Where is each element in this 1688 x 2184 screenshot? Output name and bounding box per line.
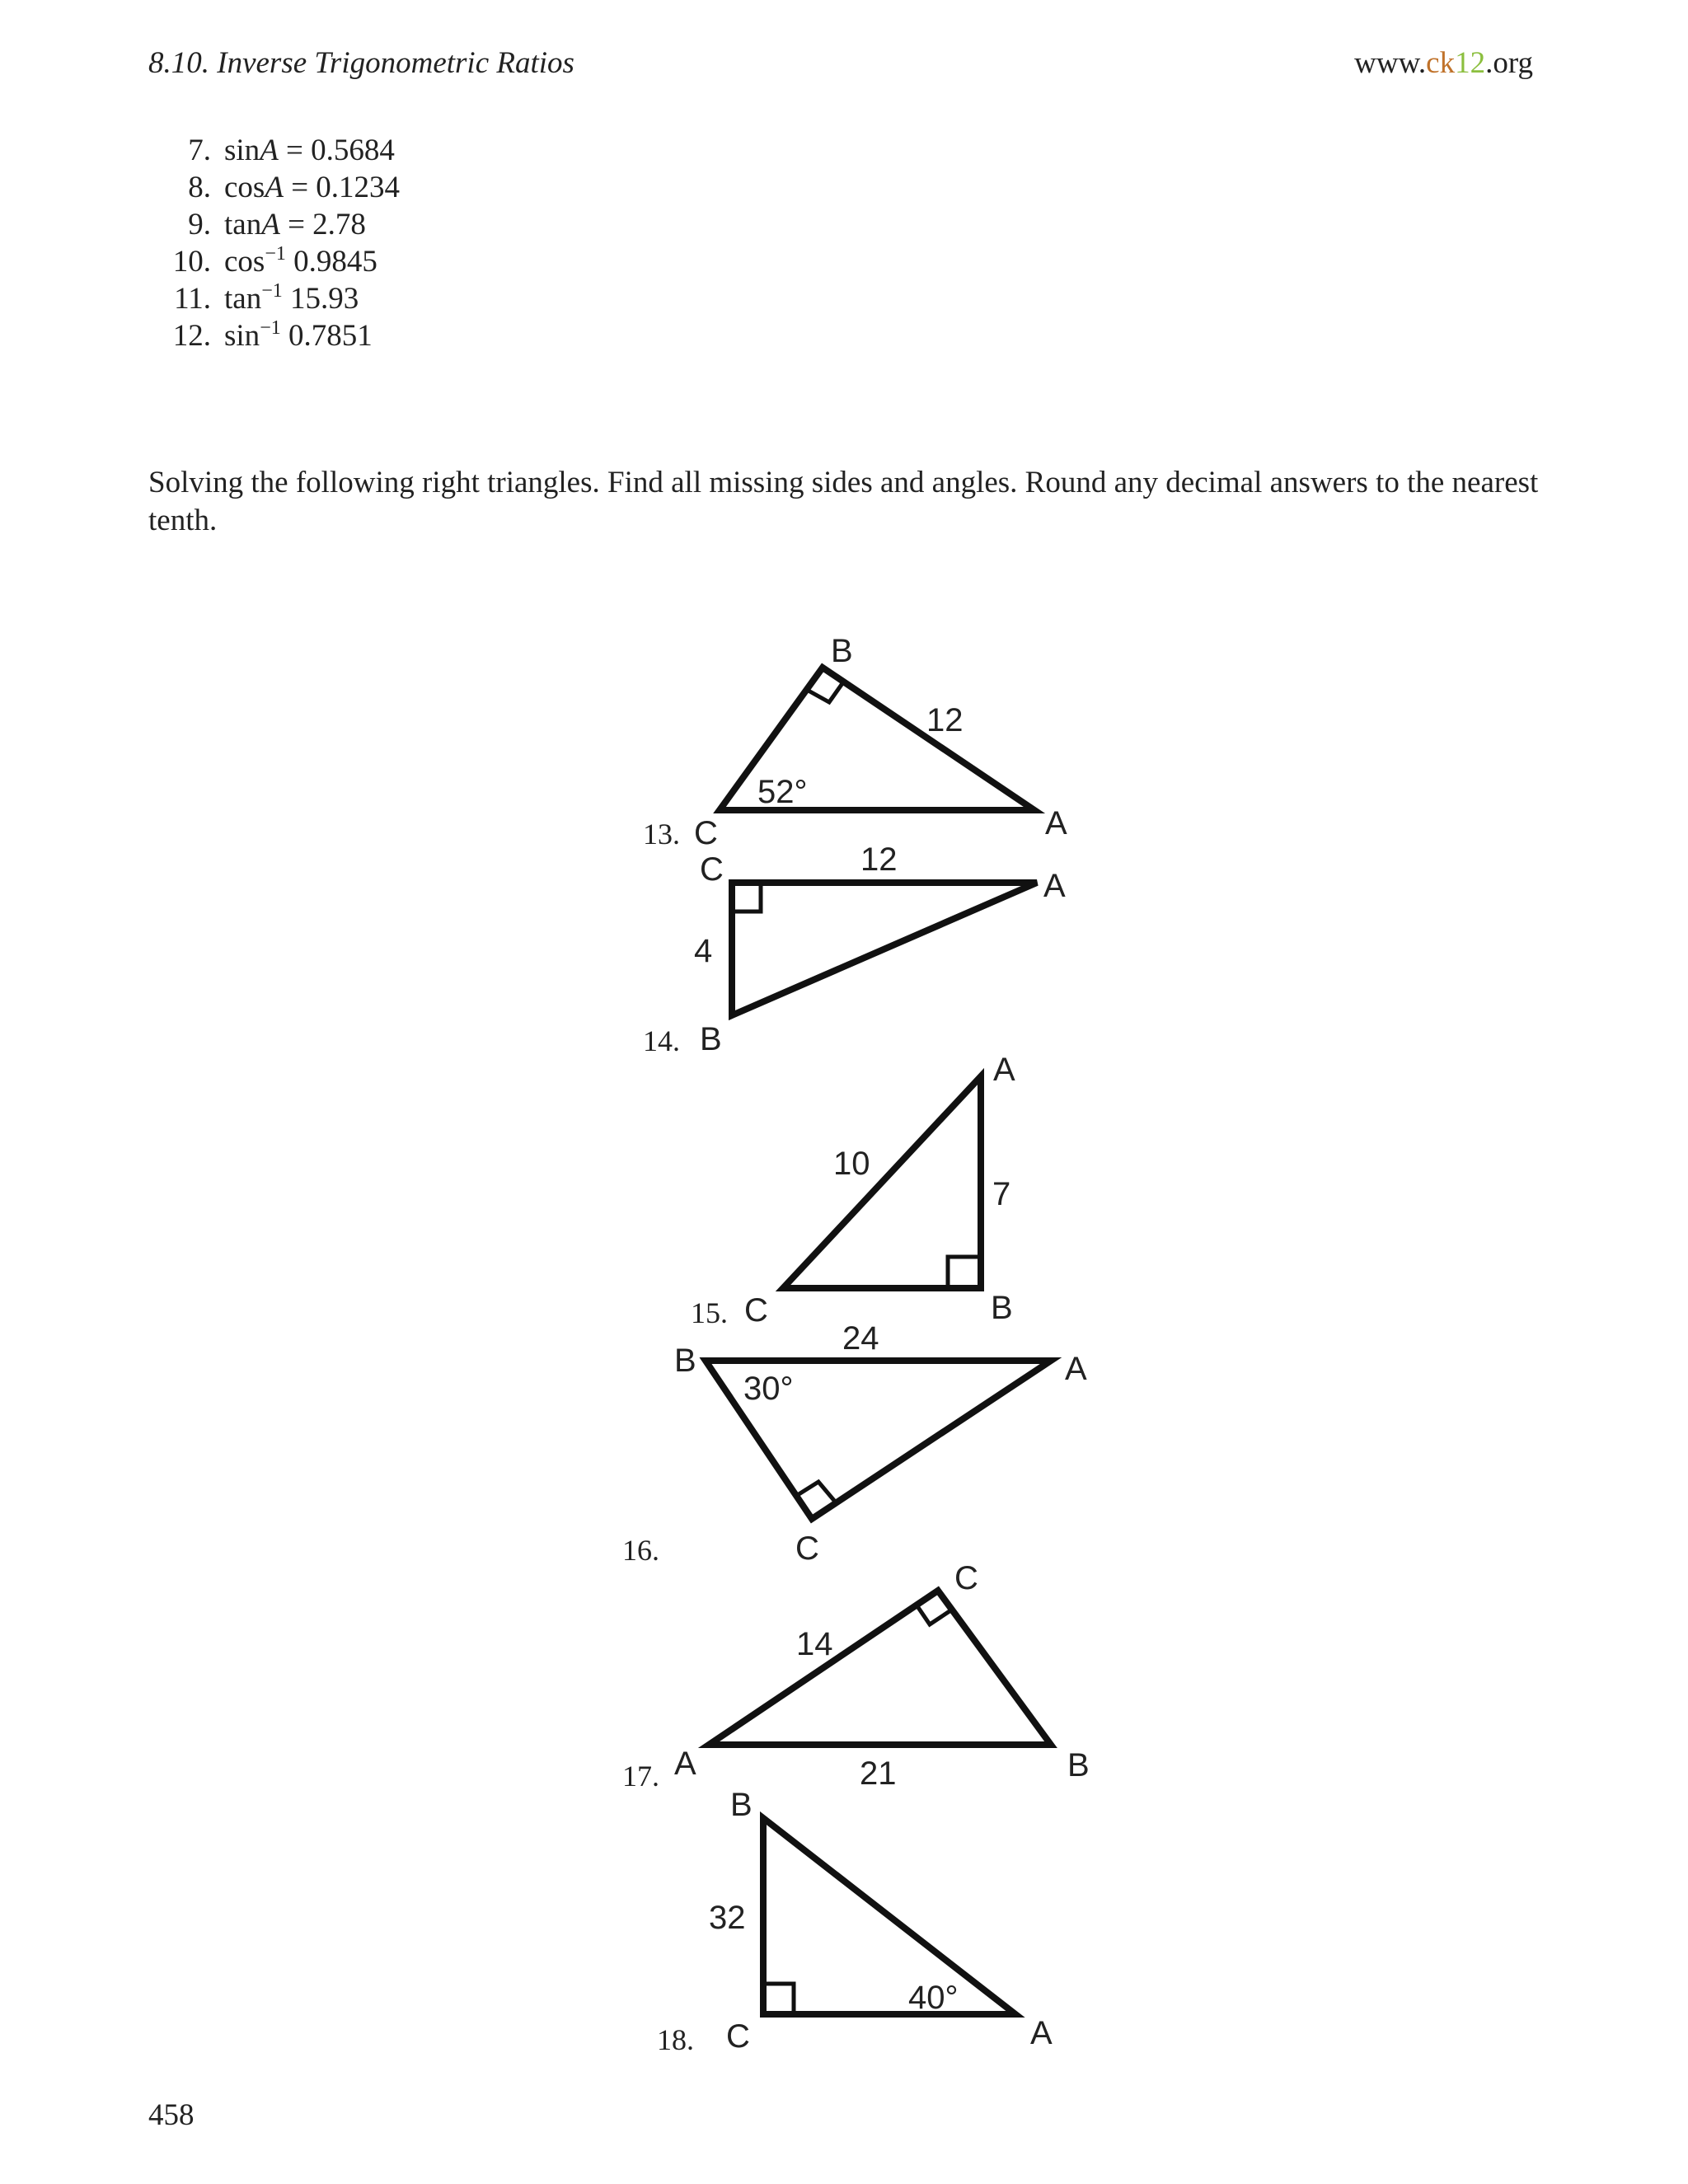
vertex-label: A xyxy=(1030,2015,1053,2051)
problem-number-17: 17. xyxy=(622,1760,659,1793)
exercise-number: 12. xyxy=(172,319,211,353)
exercise-number: 9. xyxy=(188,208,211,241)
exercise-variable: A xyxy=(260,134,279,167)
triangle-18 xyxy=(763,1818,1015,2014)
side-label: 10 xyxy=(833,1146,870,1182)
exercise-number: 10. xyxy=(172,245,211,279)
right-angle-marker xyxy=(948,1257,981,1288)
problem-number-14: 14. xyxy=(643,1024,680,1057)
vertex-label: B xyxy=(730,1787,753,1823)
right-angle-marker xyxy=(763,1984,794,2014)
exercise-function: tan xyxy=(224,208,262,241)
exercise-value: 0.7851 xyxy=(280,319,373,353)
triangle-17 xyxy=(709,1591,1051,1745)
problem-number-13: 13. xyxy=(643,818,680,851)
exercise-function: sin xyxy=(224,319,260,353)
side-label: 24 xyxy=(842,1320,879,1357)
side-label: 32 xyxy=(709,1900,746,1936)
vertex-label: B xyxy=(674,1343,696,1379)
exercise-exponent: −1 xyxy=(260,317,281,339)
side-label: 12 xyxy=(926,702,964,738)
vertex-label: C xyxy=(954,1560,978,1596)
vertex-label: B xyxy=(700,1021,722,1057)
vertex-label: B xyxy=(1067,1747,1090,1783)
instructions: Solving the following right triangles. Find all missing sides and angles. Round any decimal answers to the nearest tenth. xyxy=(148,466,1539,537)
site-url-suffix: .org xyxy=(1485,46,1533,80)
exercise-function: cos xyxy=(224,245,265,279)
exercise-number: 8. xyxy=(188,171,211,204)
exercise-function: tan xyxy=(224,282,262,316)
exercise-exponent: −1 xyxy=(265,243,286,265)
vertex-label: C xyxy=(700,851,724,888)
exercise-value: 0.9845 xyxy=(285,245,377,279)
exercise-function: sin xyxy=(224,134,260,167)
right-angle-marker xyxy=(732,883,761,912)
exercise-exponent: −1 xyxy=(261,280,283,302)
vertex-label: A xyxy=(1045,805,1067,841)
problem-number-16: 16. xyxy=(622,1534,659,1567)
site-url-prefix: www. xyxy=(1354,46,1427,80)
vertex-label: A xyxy=(1043,868,1066,904)
angle-label: 52° xyxy=(757,774,808,810)
exercise-value: 15.93 xyxy=(282,282,359,316)
vertex-label: C xyxy=(694,815,718,851)
vertex-label: A xyxy=(993,1052,1015,1088)
side-label: 7 xyxy=(992,1176,1011,1212)
exercise-number: 11. xyxy=(174,282,211,316)
problem-number-15: 15. xyxy=(691,1296,728,1329)
vertex-label: B xyxy=(991,1290,1013,1326)
vertex-label: C xyxy=(744,1292,768,1329)
angle-label: 40° xyxy=(908,1980,959,2016)
triangle-14 xyxy=(732,883,1037,1015)
site-url-12: 12 xyxy=(1455,46,1486,80)
vertex-label: C xyxy=(795,1530,819,1567)
exercise-variable: A xyxy=(265,171,284,204)
side-label: 4 xyxy=(694,933,713,969)
side-label: 12 xyxy=(860,841,898,878)
exercise-value: = 0.1234 xyxy=(283,171,401,204)
section-title: 8.10. Inverse Trigonometric Ratios xyxy=(148,46,574,80)
exercise-number: 7. xyxy=(188,134,211,167)
vertex-label: A xyxy=(674,1746,696,1782)
exercise-value: = 0.5684 xyxy=(278,134,395,167)
vertex-label: B xyxy=(831,633,853,669)
exercise-function: cos xyxy=(224,171,265,204)
vertex-label: C xyxy=(726,2018,750,2055)
exercise-value: = 2.78 xyxy=(279,208,366,241)
page-number: 458 xyxy=(148,2098,195,2132)
problem-number-18: 18. xyxy=(657,2023,694,2056)
side-label: 14 xyxy=(796,1626,833,1662)
vertex-label: A xyxy=(1065,1351,1087,1387)
site-url-ck: ck xyxy=(1426,46,1456,80)
exercise-variable: A xyxy=(261,208,280,241)
angle-label: 30° xyxy=(743,1371,794,1407)
side-label: 21 xyxy=(860,1755,897,1792)
